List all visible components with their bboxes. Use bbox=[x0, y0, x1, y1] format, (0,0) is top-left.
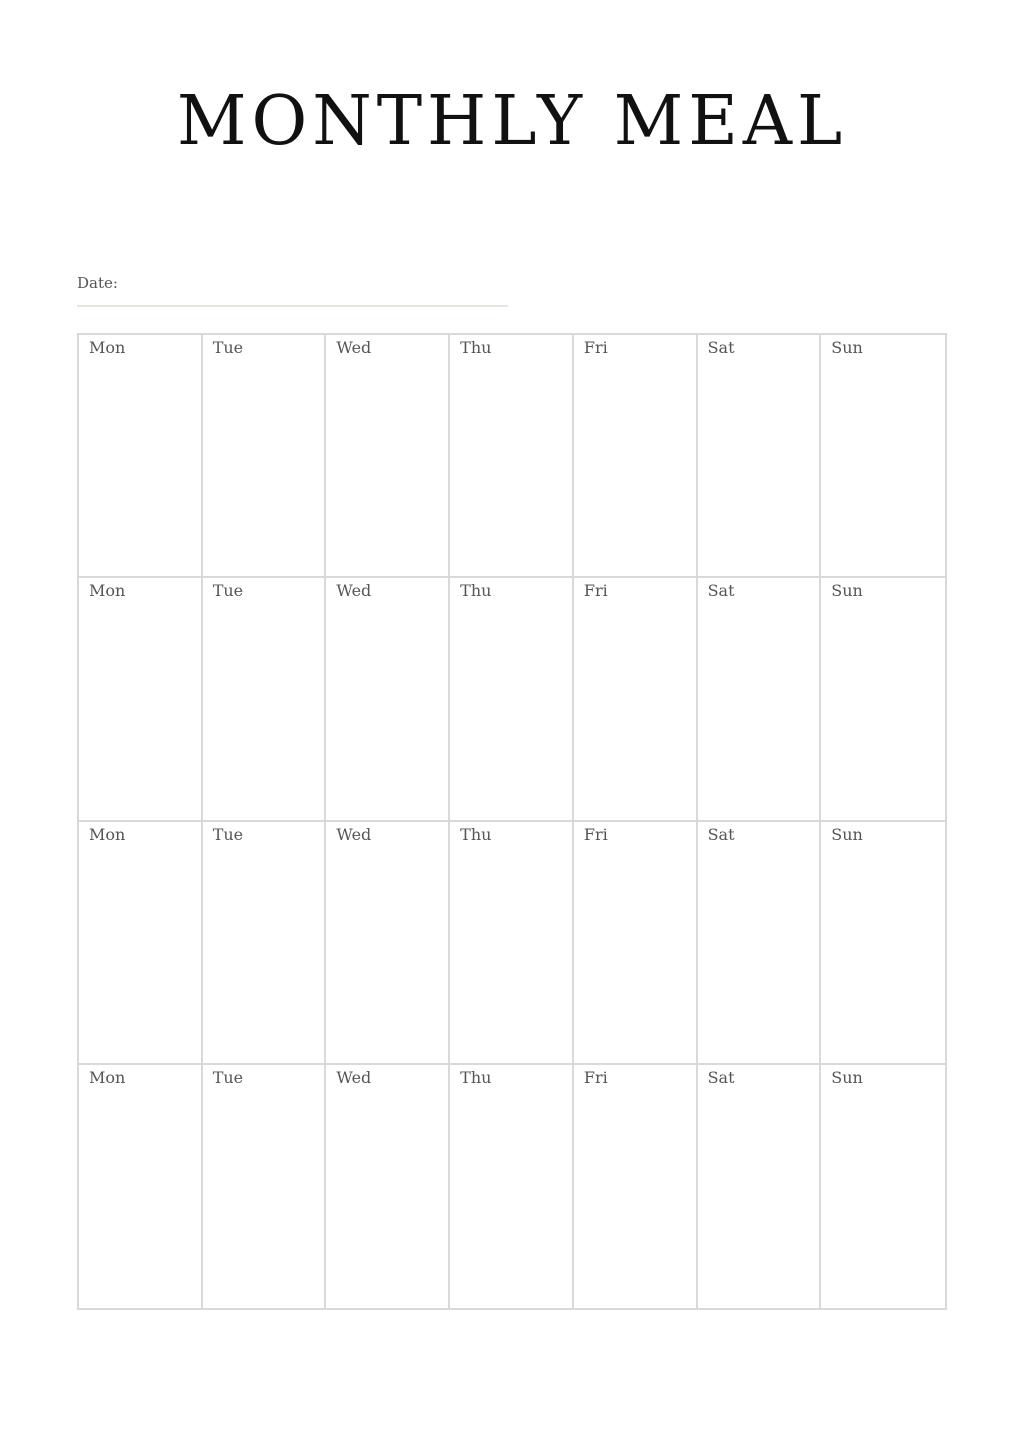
meal-calendar-grid bbox=[77, 333, 947, 1310]
day-label: Tue bbox=[212, 824, 244, 844]
day-label: Sun bbox=[831, 1067, 863, 1087]
day-label: Fri bbox=[583, 1067, 608, 1087]
day-cell[interactable] bbox=[203, 1065, 327, 1308]
day-label: Sat bbox=[707, 1067, 735, 1087]
day-label: Mon bbox=[89, 338, 126, 357]
date-label: Date: bbox=[77, 274, 118, 292]
day-cell[interactable] bbox=[821, 578, 945, 821]
day-label: Thu bbox=[460, 1067, 492, 1087]
day-label: Mon bbox=[89, 824, 126, 844]
day-label: Wed bbox=[336, 581, 372, 601]
day-label: Sun bbox=[831, 824, 863, 844]
day-label: Thu bbox=[460, 581, 492, 601]
day-cell[interactable] bbox=[326, 822, 450, 1065]
day-cell[interactable] bbox=[574, 822, 698, 1065]
day-label: Thu bbox=[460, 824, 492, 844]
day-label: Sat bbox=[707, 824, 735, 844]
day-label: Wed bbox=[336, 824, 372, 844]
day-label: Mon bbox=[89, 1067, 126, 1087]
day-cell[interactable] bbox=[450, 1065, 574, 1308]
day-cell[interactable] bbox=[326, 335, 450, 578]
day-cell[interactable] bbox=[574, 1065, 698, 1308]
day-cell[interactable] bbox=[450, 822, 574, 1065]
day-label: Sun bbox=[831, 581, 863, 601]
day-cell[interactable] bbox=[698, 822, 822, 1065]
day-cell[interactable] bbox=[450, 335, 574, 578]
day-label: Sun bbox=[831, 338, 863, 357]
day-label: Wed bbox=[336, 338, 372, 357]
day-label: Sat bbox=[707, 581, 735, 601]
day-cell[interactable] bbox=[203, 822, 327, 1065]
day-cell[interactable] bbox=[821, 1065, 945, 1308]
day-cell[interactable] bbox=[821, 822, 945, 1065]
day-cell[interactable] bbox=[698, 335, 822, 578]
day-cell[interactable] bbox=[574, 578, 698, 821]
day-cell[interactable] bbox=[698, 578, 822, 821]
day-cell[interactable] bbox=[574, 335, 698, 578]
day-cell[interactable] bbox=[203, 578, 327, 821]
day-label: Thu bbox=[460, 338, 492, 357]
day-cell[interactable] bbox=[79, 1065, 203, 1308]
day-cell[interactable] bbox=[698, 1065, 822, 1308]
day-cell[interactable] bbox=[79, 578, 203, 821]
day-label: Sat bbox=[707, 338, 735, 357]
day-cell[interactable] bbox=[79, 335, 203, 578]
day-label: Fri bbox=[583, 824, 608, 844]
day-label: Tue bbox=[212, 338, 244, 357]
day-label: Tue bbox=[212, 581, 244, 601]
day-cell[interactable] bbox=[79, 822, 203, 1065]
date-field[interactable] bbox=[77, 305, 508, 307]
page-title: MONTHLY MEAL bbox=[176, 82, 848, 161]
day-label: Fri bbox=[583, 338, 608, 357]
day-cell[interactable] bbox=[450, 578, 574, 821]
day-label: Wed bbox=[336, 1067, 372, 1087]
day-cell[interactable] bbox=[821, 335, 945, 578]
day-label: Mon bbox=[89, 581, 126, 601]
day-cell[interactable] bbox=[203, 335, 327, 578]
day-cell[interactable] bbox=[326, 578, 450, 821]
day-label: Tue bbox=[212, 1067, 244, 1087]
day-label: Fri bbox=[583, 581, 608, 601]
day-cell[interactable] bbox=[326, 1065, 450, 1308]
